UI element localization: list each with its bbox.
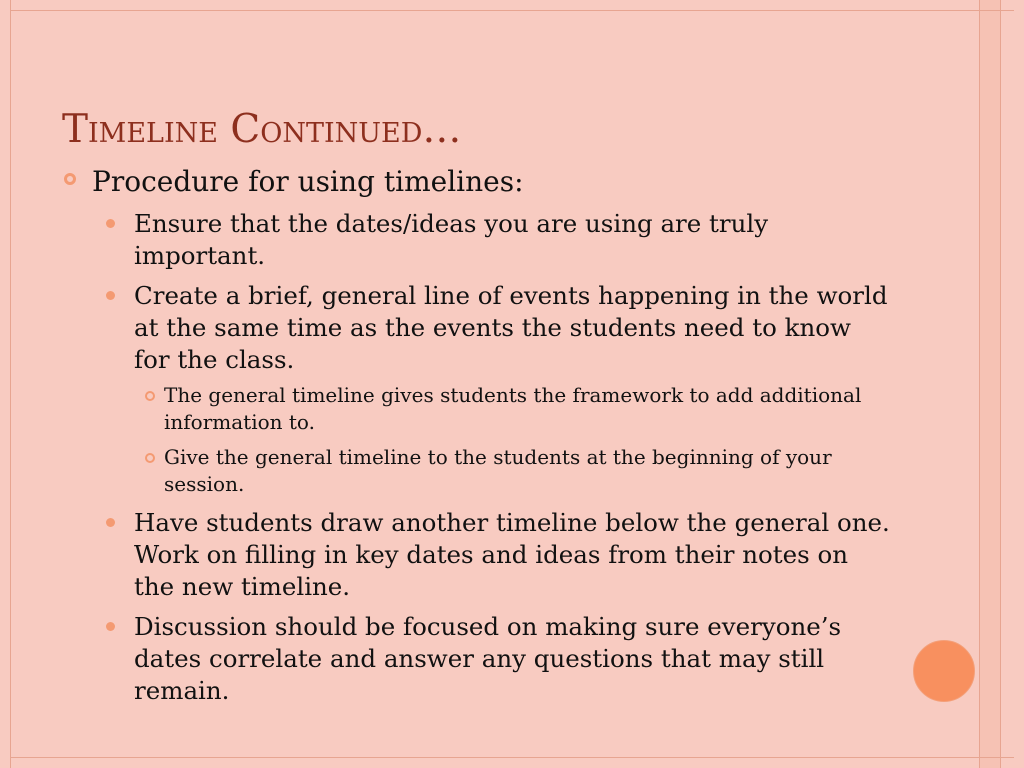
bullet-item: Ensure that the dates/ideas you are using are truly important. — [134, 209, 769, 270]
subbullet-item: The general timeline gives students the framework to add additional information to. — [164, 383, 862, 434]
slide-title: Timeline Continued… — [62, 107, 462, 152]
subbullet-item: Give the general timeline to the students at the beginning of your session. — [164, 445, 832, 496]
dot-bullet-icon — [106, 291, 115, 300]
ring-bullet-icon — [64, 173, 76, 185]
small-ring-bullet-icon — [145, 391, 155, 401]
dot-bullet-icon — [106, 518, 115, 527]
bullet-item: Have students draw another timeline below the general one. Work on filling in key dates and ideas from their notes on the new timeline. — [134, 508, 890, 601]
small-ring-bullet-icon — [145, 453, 155, 463]
dot-bullet-icon — [106, 219, 115, 228]
dot-bullet-icon — [106, 622, 115, 631]
level1-item: Procedure for using timelines: — [92, 165, 524, 198]
bullet-item: Create a brief, general line of events happening in the world at the same time as the events the students need to know for the class. — [134, 281, 888, 374]
bullet-item: Discussion should be focused on making sure everyone’s dates correlate and answer any questions that may still remain. — [134, 612, 842, 705]
